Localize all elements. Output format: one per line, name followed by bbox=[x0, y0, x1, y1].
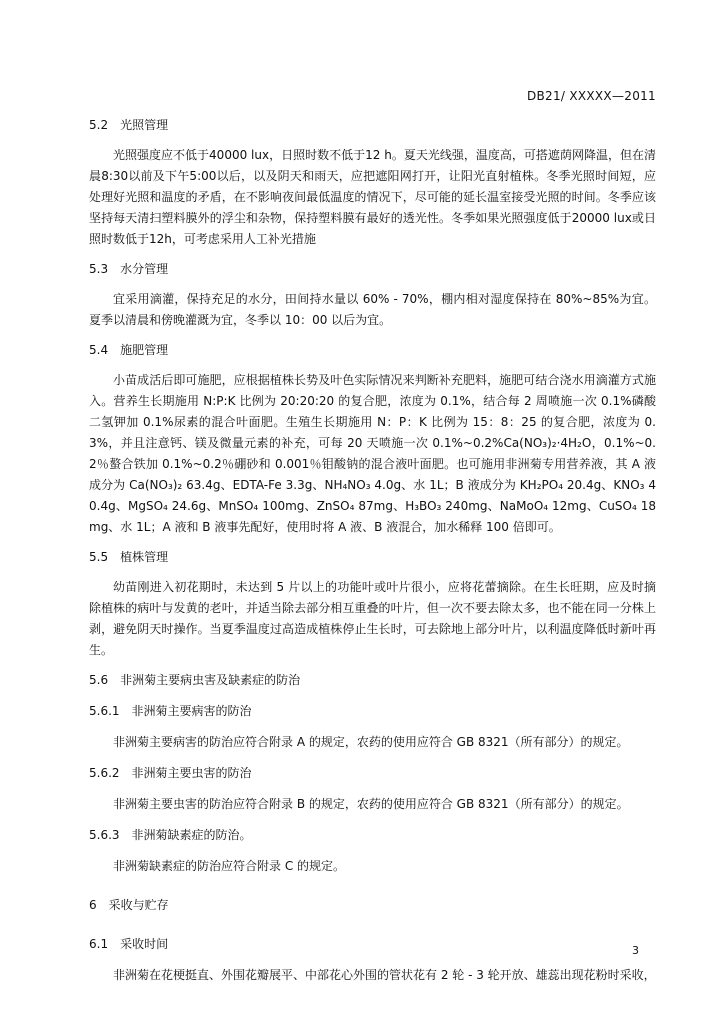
section-paragraph: 宜采用滴灌，保持充足的水分，田间持水量以 60% - 70%，棚内相对湿度保持在 80%~85%为宜。夏季以清晨和傍晚灌溉为宜，冬季以 10：00 以后为宜。 bbox=[89, 292, 656, 327]
section-heading bbox=[89, 825, 656, 846]
section-title: 光照管理 bbox=[120, 118, 169, 132]
section-paragraph: 非洲菊主要病害的防治应符合附录 A 的规定，农药的使用应符合 GB 8321（所有部分）的规定。 bbox=[113, 735, 629, 749]
section-paragraph: 光照强度应不低于40000 lux，日照时数不低于12 h。夏天光线强，温度高，可搭遮荫网降温，但在清晨8:30以前及下午5:00以后，以及阴天和雨天，应把遮阳网打开，让阳光直射植株。冬季光照时间短，应处理好光照和温度的矛盾，在不影响夜间最低温度的情况下，尽可能的延长温室接受光照的时间。冬季应该坚持每天清扫塑料膜外的浮尘和杂物，保持塑料膜有最好的透光性。冬季如果光照强度低于20000 lux或日照时数低于12h，可考虑采用人工补光措施 bbox=[89, 148, 656, 246]
section-heading bbox=[89, 259, 656, 280]
section-number: 5.6 bbox=[89, 673, 109, 687]
section-title: 采收与贮存 bbox=[108, 898, 169, 912]
section-title: 非洲菊主要虫害的防治 bbox=[131, 766, 252, 780]
section-number: 5.3 bbox=[89, 262, 109, 276]
section-paragraph: 非洲菊缺素症的防治应符合附录 C 的规定。 bbox=[113, 859, 346, 873]
section-heading bbox=[89, 895, 656, 916]
section-number: 5.6.1 bbox=[89, 704, 120, 718]
section-title: 植株管理 bbox=[120, 550, 169, 564]
section-heading bbox=[89, 547, 656, 568]
section-paragraph: 幼苗刚进入初花期时，未达到 5 片以上的功能叶或叶片很小，应将花蕾摘除。在生长旺期，应及时摘除植株的病叶与发黄的老叶，并适当除去部分相互重叠的叶片，但一次不要去除太多，也不能在同一分株上剥，避免阴天时操作。当夏季温度过高造成植株停止生长时，可去除地上部分叶片，以利温度降低时新叶再生。 bbox=[89, 580, 656, 657]
section-number: 6.1 bbox=[89, 937, 109, 951]
section-heading bbox=[89, 670, 656, 691]
section-heading bbox=[89, 340, 656, 361]
section-title: 非洲菊主要病虫害及缺素症的防治 bbox=[120, 673, 301, 687]
section-5-6-2 bbox=[89, 763, 656, 815]
section-number: 5.6.3 bbox=[89, 828, 120, 842]
section-number: 5.2 bbox=[89, 118, 109, 132]
section-paragraph: 非洲菊主要虫害的防治应符合附录 B 的规定，农药的使用应符合 GB 8321（所有部分）的规定。 bbox=[113, 797, 629, 811]
section-title: 施肥管理 bbox=[120, 343, 169, 357]
section-number: 5.6.2 bbox=[89, 766, 120, 780]
section-number: 6 bbox=[89, 898, 97, 912]
section-5-5 bbox=[89, 547, 656, 661]
section-5-3 bbox=[89, 259, 656, 331]
section-5-4 bbox=[89, 340, 656, 538]
section-paragraph: 小苗成活后即可施肥，应根据植株长势及叶色实际情况来判断补充肥料，施肥可结合浇水用滴灌方式施入。营养生长期施用 N:P:K 比例为 20:20:20 的复合肥，浓度为 0.1%，结合每 2 周喷施一次 0.1%磷酸二氢钾加 0.1%尿素的混合叶面肥。生殖生长期施用 N：P：K 比例为 15：8：25 的复合肥，浓度为 0.3%，并且注意钙、镁及微量元素的补充，可每 20 天喷施一次 0.1%~0.2%Ca(NO₃)₂·4H₂O，0.1%~0.2％螯合铁加 0.1%~0.2％硼砂和 0.001％钼酸钠的混合液叶面肥。也可施用非洲菊专用营养液，其 A 液成分为 Ca(NO₃)₂ 63.4g、EDTA-Fe 3.3g、NH₄NO₃ 4.0g、水 1L；B 液成分为 KH₂PO₄ 20.4g、KNO₃ 40.4g、MgSO₄ 24.6g、MnSO₄ 100mg、ZnSO₄ 87mg、H₃BO₃ 240mg、NaMoO₄ 12mg、CuSO₄ 18mg、水 1L；A 液和 B 液事先配好，使用时将 A 液、B 液混合，加水稀释 100 倍即可。 bbox=[89, 373, 656, 534]
section-heading bbox=[89, 701, 656, 722]
section-heading bbox=[89, 115, 656, 136]
section-title: 非洲菊主要病害的防治 bbox=[131, 704, 252, 718]
section-heading bbox=[89, 763, 656, 784]
standard-code: DB21/ XXXXX—2011 bbox=[526, 89, 656, 103]
page-number: 3 bbox=[632, 944, 639, 957]
section-5-6-3 bbox=[89, 825, 656, 877]
section-5-6 bbox=[89, 670, 656, 691]
section-number: 5.4 bbox=[89, 343, 109, 357]
section-heading bbox=[89, 934, 656, 955]
section-title: 水分管理 bbox=[120, 262, 169, 276]
section-title: 非洲菊缺素症的防治。 bbox=[131, 828, 252, 842]
section-5-2 bbox=[89, 115, 656, 250]
document-body bbox=[89, 115, 656, 986]
section-6 bbox=[89, 895, 656, 916]
section-number: 5.5 bbox=[89, 550, 109, 564]
section-6-1 bbox=[89, 934, 656, 986]
section-5-6-1 bbox=[89, 701, 656, 753]
section-paragraph: 非洲菊在花梗挺直、外围花瓣展平、中部花心外围的管状花有 2 轮 - 3 轮开放、雄蕊出现花粉时采收， bbox=[113, 968, 656, 982]
section-title: 采收时间 bbox=[120, 937, 169, 951]
